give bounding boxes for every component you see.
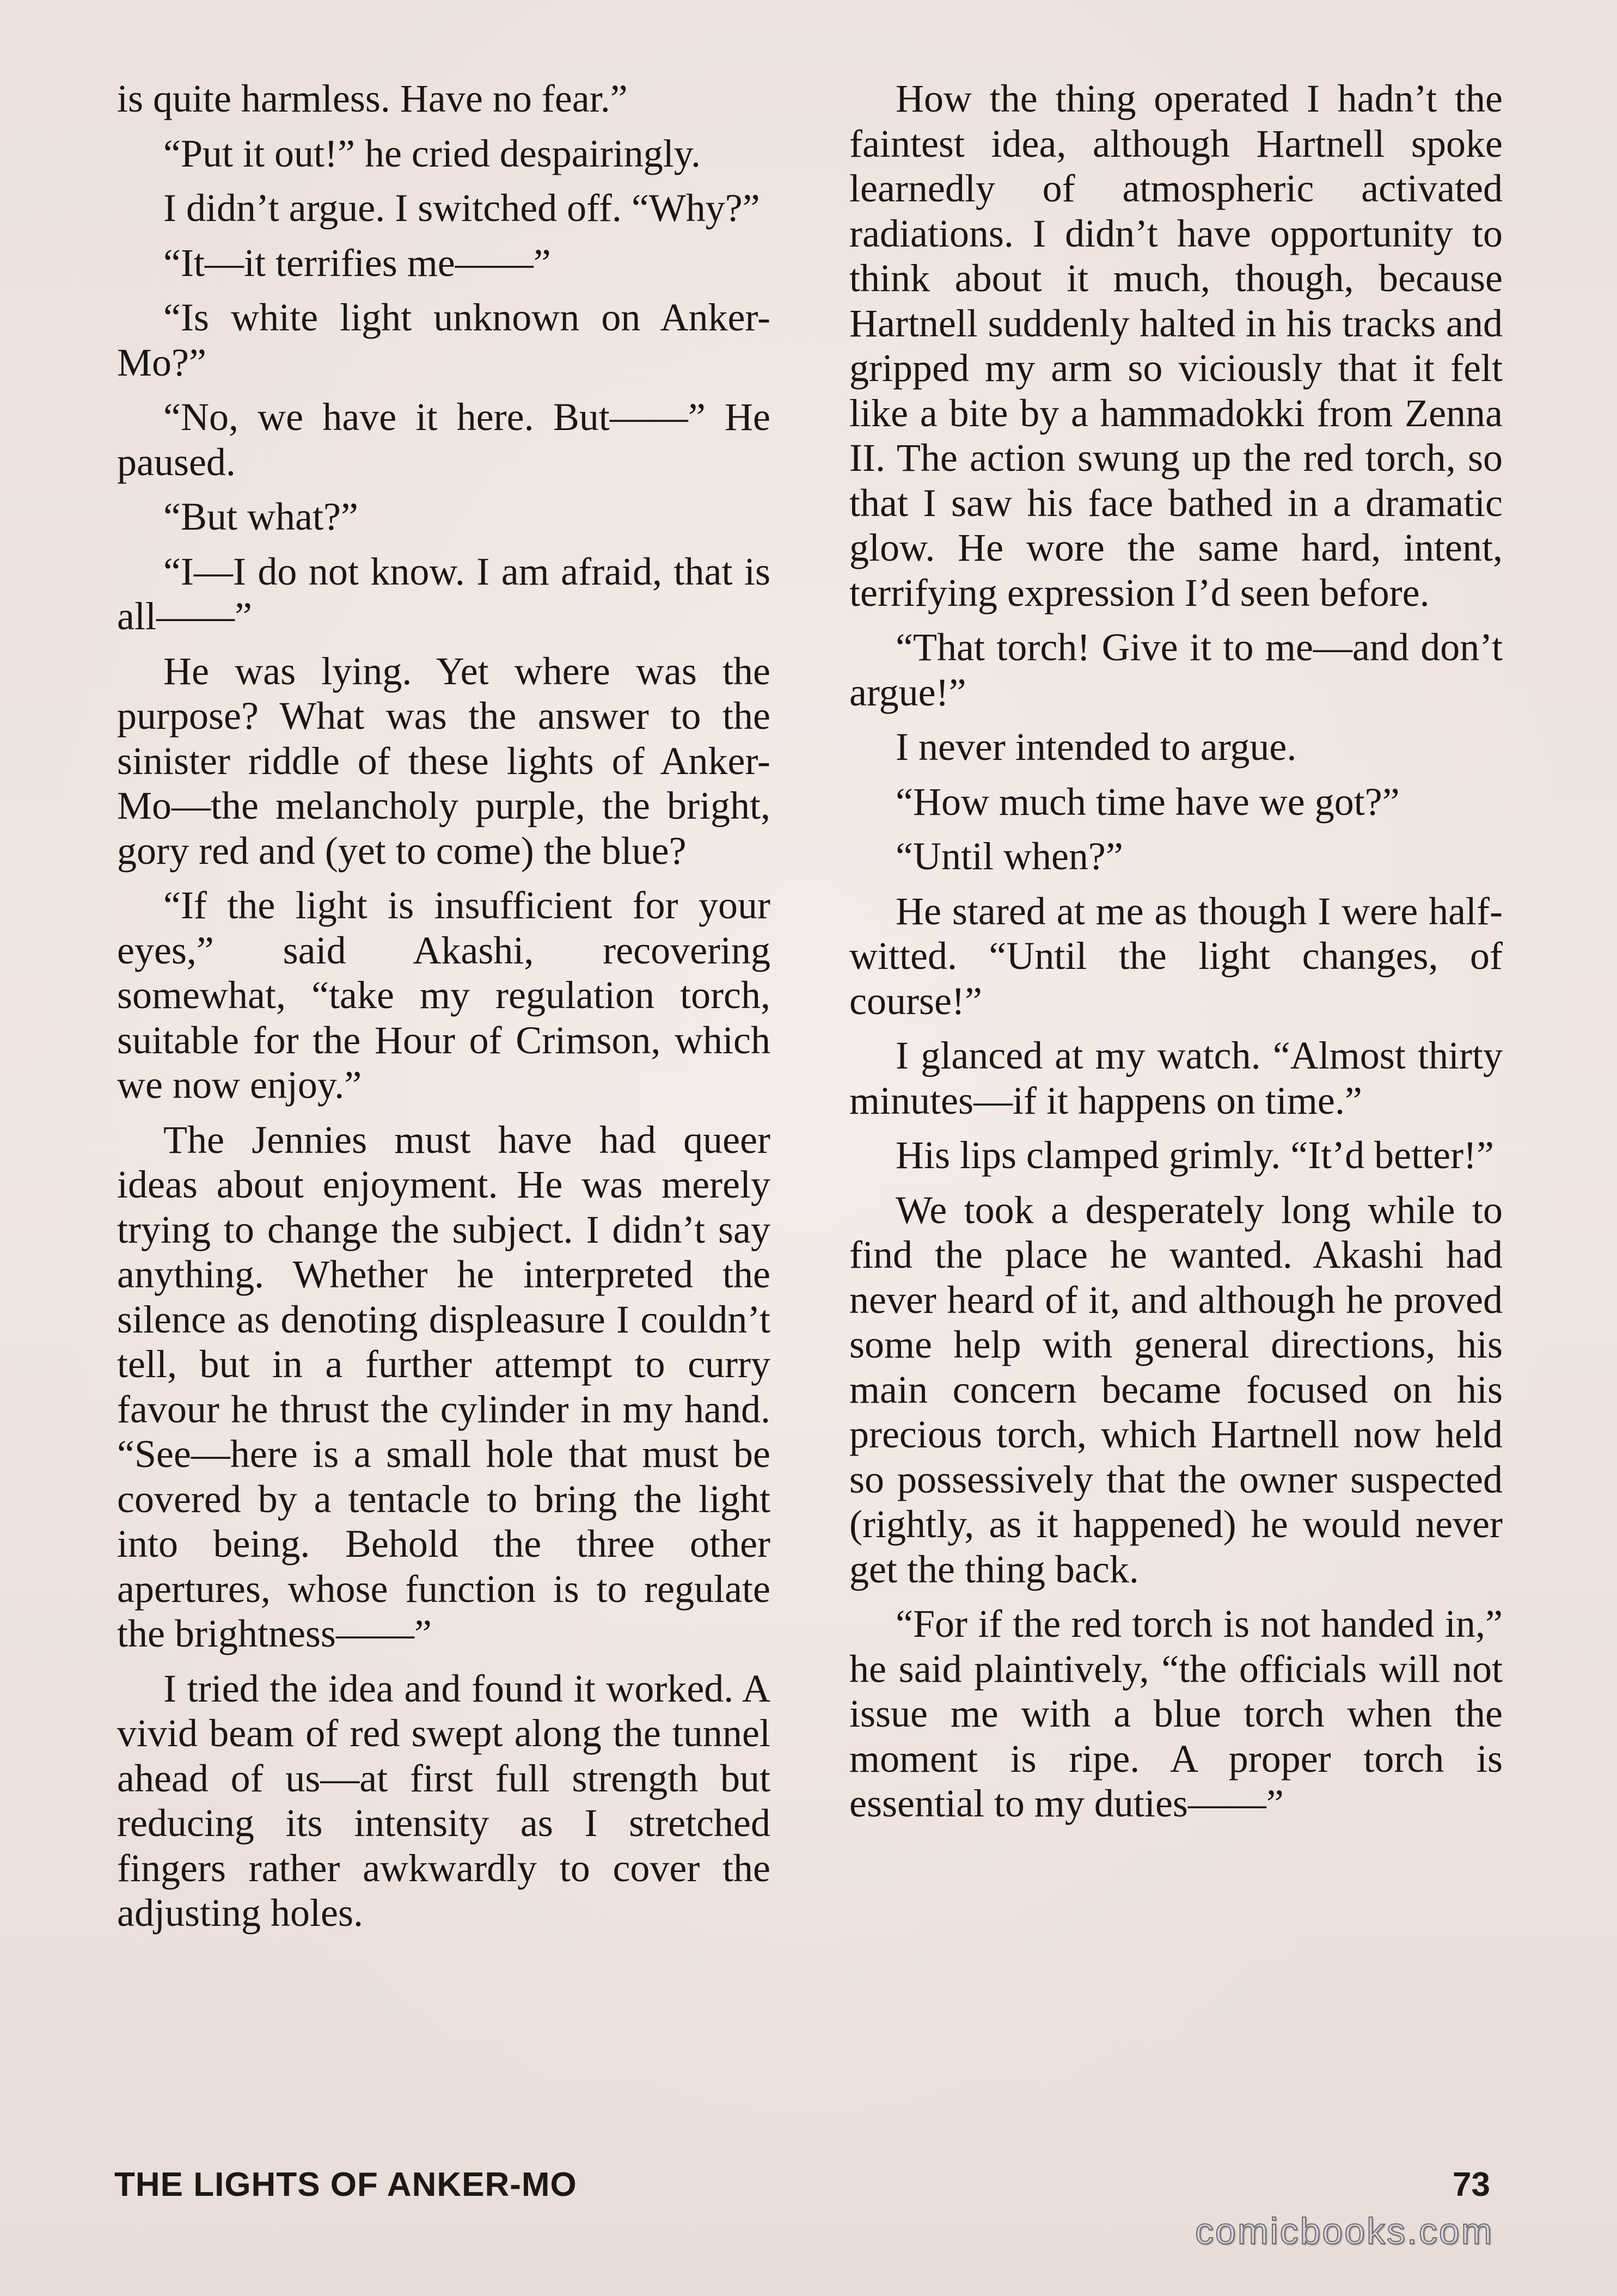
paragraph: “If the light is insufficient for your eyes,” said Akashi, recovering somewhat, “take my regulation torch, suitable for the Hour of Crimson, which we now enjoy.” — [117, 883, 770, 1107]
paragraph: “Is white light unknown on Anker-Mo?” — [117, 296, 770, 384]
paragraph: “For if the red torch is not handed in,” he said plaintively, “the officials will not issue me with a blue torch when the moment is ripe. A proper torch is essential to my duties——” — [849, 1602, 1503, 1825]
paragraph: The Jennies must have had queer ideas about enjoyment. He was merely trying to change the subject. I didn’t say anything. Whether he interpreted the silence as denoting displeasure I couldn’t tell, but in a further attempt to curry favour he thrust the cylinder in my hand. “See—here is a small hole that must be covered by a tentacle to bring the light into being. Behold the three other apertures, whose function is to regulate the brightness——” — [117, 1118, 770, 1655]
paragraph: is quite harmless. Have no fear.” — [117, 77, 628, 120]
paragraph: His lips clamped grimly. “It’d better!” — [896, 1133, 1494, 1177]
paragraph: “But what?” — [163, 495, 358, 538]
paragraph: “That torch! Give it to me—and don’t argue!” — [849, 625, 1503, 714]
paragraph: He stared at me as though I were half-witted. “Until the light changes, of course!” — [849, 889, 1503, 1023]
paragraph: We took a desperately long while to find the place he wanted. Akashi had never heard of it, and although he proved some help with general directions, his main concern became focused on his precious torch, which Hartnell now held so possessively that the owner suspected (rightly, as it happened) he would never get the thing back. — [849, 1188, 1503, 1591]
paragraph: How the thing operated I hadn’t the faintest idea, although Hartnell spoke learnedly of atmospheric activated radiations. I didn’t have opportunity to think about it much, though, because Hartnell suddenly halted in his tracks and gripped my arm so viciously that it felt like a bite by a hammadokki from Zenna II. The action swung up the red torch, so that I saw his face bathed in a dramatic glow. He wore the same hard, intent, terrifying expression I’d seen before. — [849, 77, 1503, 615]
paragraph: “I—I do not know. I am afraid, that is all——” — [117, 549, 770, 638]
right-text-column — [849, 76, 1503, 1836]
paragraph: “Until when?” — [896, 834, 1123, 878]
paragraph: I never intended to argue. — [896, 725, 1297, 769]
paragraph: “How much time have we got?” — [896, 779, 1400, 824]
paragraph: “It—it terrifies me——” — [163, 241, 551, 285]
paragraph: “No, we have it here. But——” He paused. — [117, 395, 770, 484]
paragraph: I tried the idea and found it worked. A vivid beam of red swept along the tunnel ahead of us—at first full strength but reducing its intensity as I stretched fingers rather awkwardly to cover the adjusting holes. — [117, 1666, 770, 1935]
paragraph: I glanced at my watch. “Almost thirty minutes—if it happens on time.” — [849, 1034, 1503, 1122]
site-watermark: comicbooks.com — [1195, 2211, 1494, 2252]
paragraph: I didn’t argue. I switched off. “Why?” — [163, 186, 760, 230]
paragraph: “Put it out!” he cried despairingly. — [163, 131, 701, 175]
paragraph: He was lying. Yet where was the purpose? What was the answer to the sinister riddle of these lights of Anker-Mo—the melancholy purple, the bright, gory red and (yet to come) the blue? — [117, 649, 770, 873]
left-text-column — [117, 76, 770, 1945]
running-footer-title: THE LIGHTS OF ANKER-MO — [114, 2166, 577, 2203]
page-number: 73 — [1453, 2166, 1490, 2203]
